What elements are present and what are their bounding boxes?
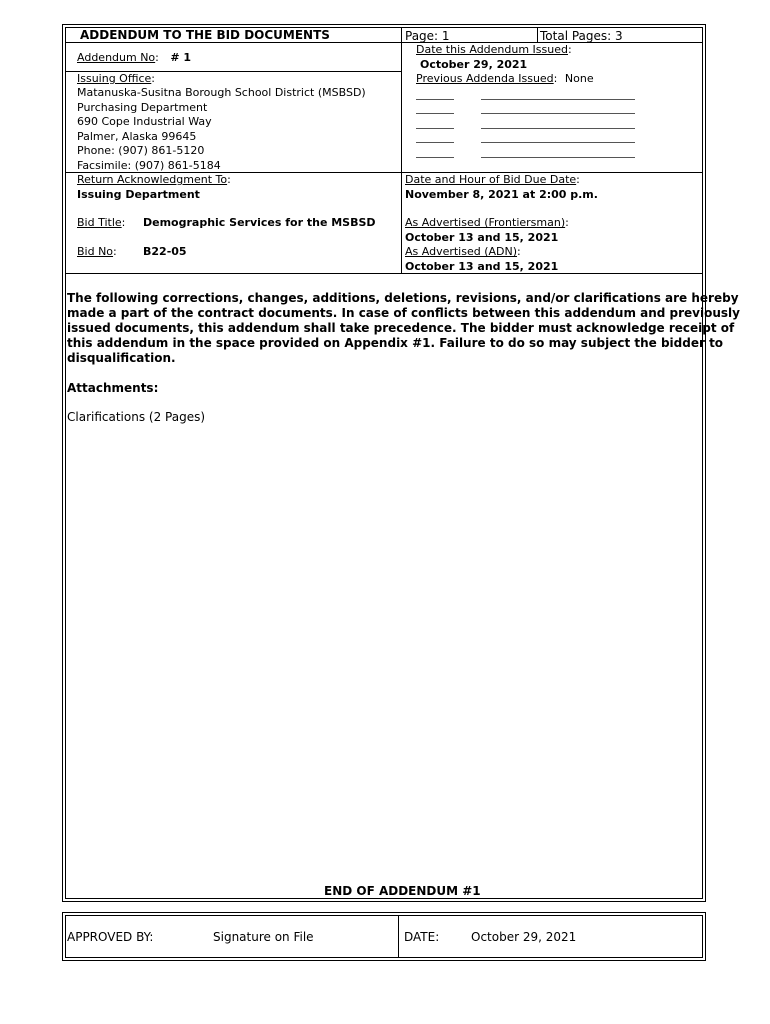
issuing-office-line: Matanuska-Susitna Borough School District (MSBSD) (77, 86, 366, 99)
total-pages: Total Pages: 3 (540, 29, 623, 43)
previous-addenda-field (416, 72, 594, 86)
bid-due-colon: : (576, 173, 580, 186)
bid-title-colon: : (121, 216, 126, 229)
issuing-office-colon: : (151, 72, 156, 85)
bid-title-label: Bid Title (77, 216, 122, 229)
advertised-adn-label-row (405, 245, 521, 259)
issuing-office-line: Facsimile: (907) 861-5184 (77, 159, 221, 172)
bid-due-label: Date and Hour of Bid Due Date (405, 173, 577, 186)
date-issued-colon: : (568, 43, 572, 56)
body-paragraph-line: made a part of the contract documents. In case of conflicts between this addendum and previously (67, 306, 740, 320)
body-paragraph-line: The following corrections, changes, additions, deletions, revisions, and/or clarifications are hereby (67, 291, 739, 305)
issuing-office-label: Issuing Office (77, 72, 152, 85)
issuing-office-line: Phone: (907) 861-5120 (77, 144, 205, 157)
body-paragraph-line: this addendum in the space provided on Appendix #1. Failure to do so may subject the bidder to (67, 336, 724, 350)
previous-addenda-colon: : (553, 72, 558, 85)
bid-due-label-row (405, 173, 580, 187)
bid-title-value: Demographic Services for the MSBSD (143, 216, 376, 229)
date-issued-label: Date this Addendum Issued (416, 43, 568, 56)
addendum-number-value: # 1 (170, 51, 192, 64)
issuing-office-line: Purchasing Department (77, 101, 208, 114)
advertised-frontiersman-value: October 13 and 15, 2021 (405, 231, 559, 244)
advertised-frontiersman-label: As Advertised (Frontiersman) (405, 216, 566, 229)
approval-date-label: DATE: (404, 930, 440, 944)
attachments-heading: Attachments: (67, 381, 159, 395)
return-ack-colon: : (227, 173, 231, 186)
return-ack-label-row (77, 173, 231, 187)
advertised-frontiersman-label-row (405, 216, 569, 230)
approval-date-value: October 29, 2021 (471, 930, 577, 944)
page-number: Page: 1 (405, 29, 450, 43)
approved-by-label: APPROVED BY: (67, 930, 154, 944)
body-paragraph-line: issued documents, this addendum shall take precedence. The bidder must acknowledge receipt of (67, 321, 735, 335)
bid-no-label: Bid No (77, 245, 114, 258)
addendum-number-colon: : (155, 51, 159, 64)
document-title: ADDENDUM TO THE BID DOCUMENTS (80, 28, 330, 42)
body-paragraph-line: disqualification. (67, 351, 176, 365)
bid-no-value: B22-05 (143, 245, 187, 258)
bid-no-colon: : (113, 245, 117, 258)
date-issued-label-row (416, 43, 572, 57)
addendum-number-label: Addendum No (77, 51, 156, 64)
advertised-adn-label: As Advertised (ADN) (405, 245, 518, 258)
issuing-office-line: Palmer, Alaska 99645 (77, 130, 197, 143)
issuing-office-line: 690 Cope Industrial Way (77, 115, 212, 128)
bid-title-label-row (77, 216, 125, 230)
return-ack-value: Issuing Department (77, 188, 200, 201)
advertised-frontiersman-colon: : (565, 216, 569, 229)
advertised-adn-value: October 13 and 15, 2021 (405, 260, 559, 273)
advertised-adn-colon: : (517, 245, 521, 258)
issuing-office-label-row (77, 72, 155, 86)
previous-addenda-value: None (564, 72, 594, 85)
addendum-number-field (77, 51, 191, 65)
attachments-item: Clarifications (2 Pages) (67, 410, 206, 424)
bid-due-value: November 8, 2021 at 2:00 p.m. (405, 188, 598, 201)
date-issued-value: October 29, 2021 (420, 58, 528, 71)
end-of-addendum: END OF ADDENDUM #1 (324, 884, 481, 898)
return-ack-label: Return Acknowledgment To (77, 173, 228, 186)
previous-addenda-label: Previous Addenda Issued (416, 72, 554, 85)
approved-by-value: Signature on File (213, 930, 314, 944)
bid-no-label-row (77, 245, 117, 259)
